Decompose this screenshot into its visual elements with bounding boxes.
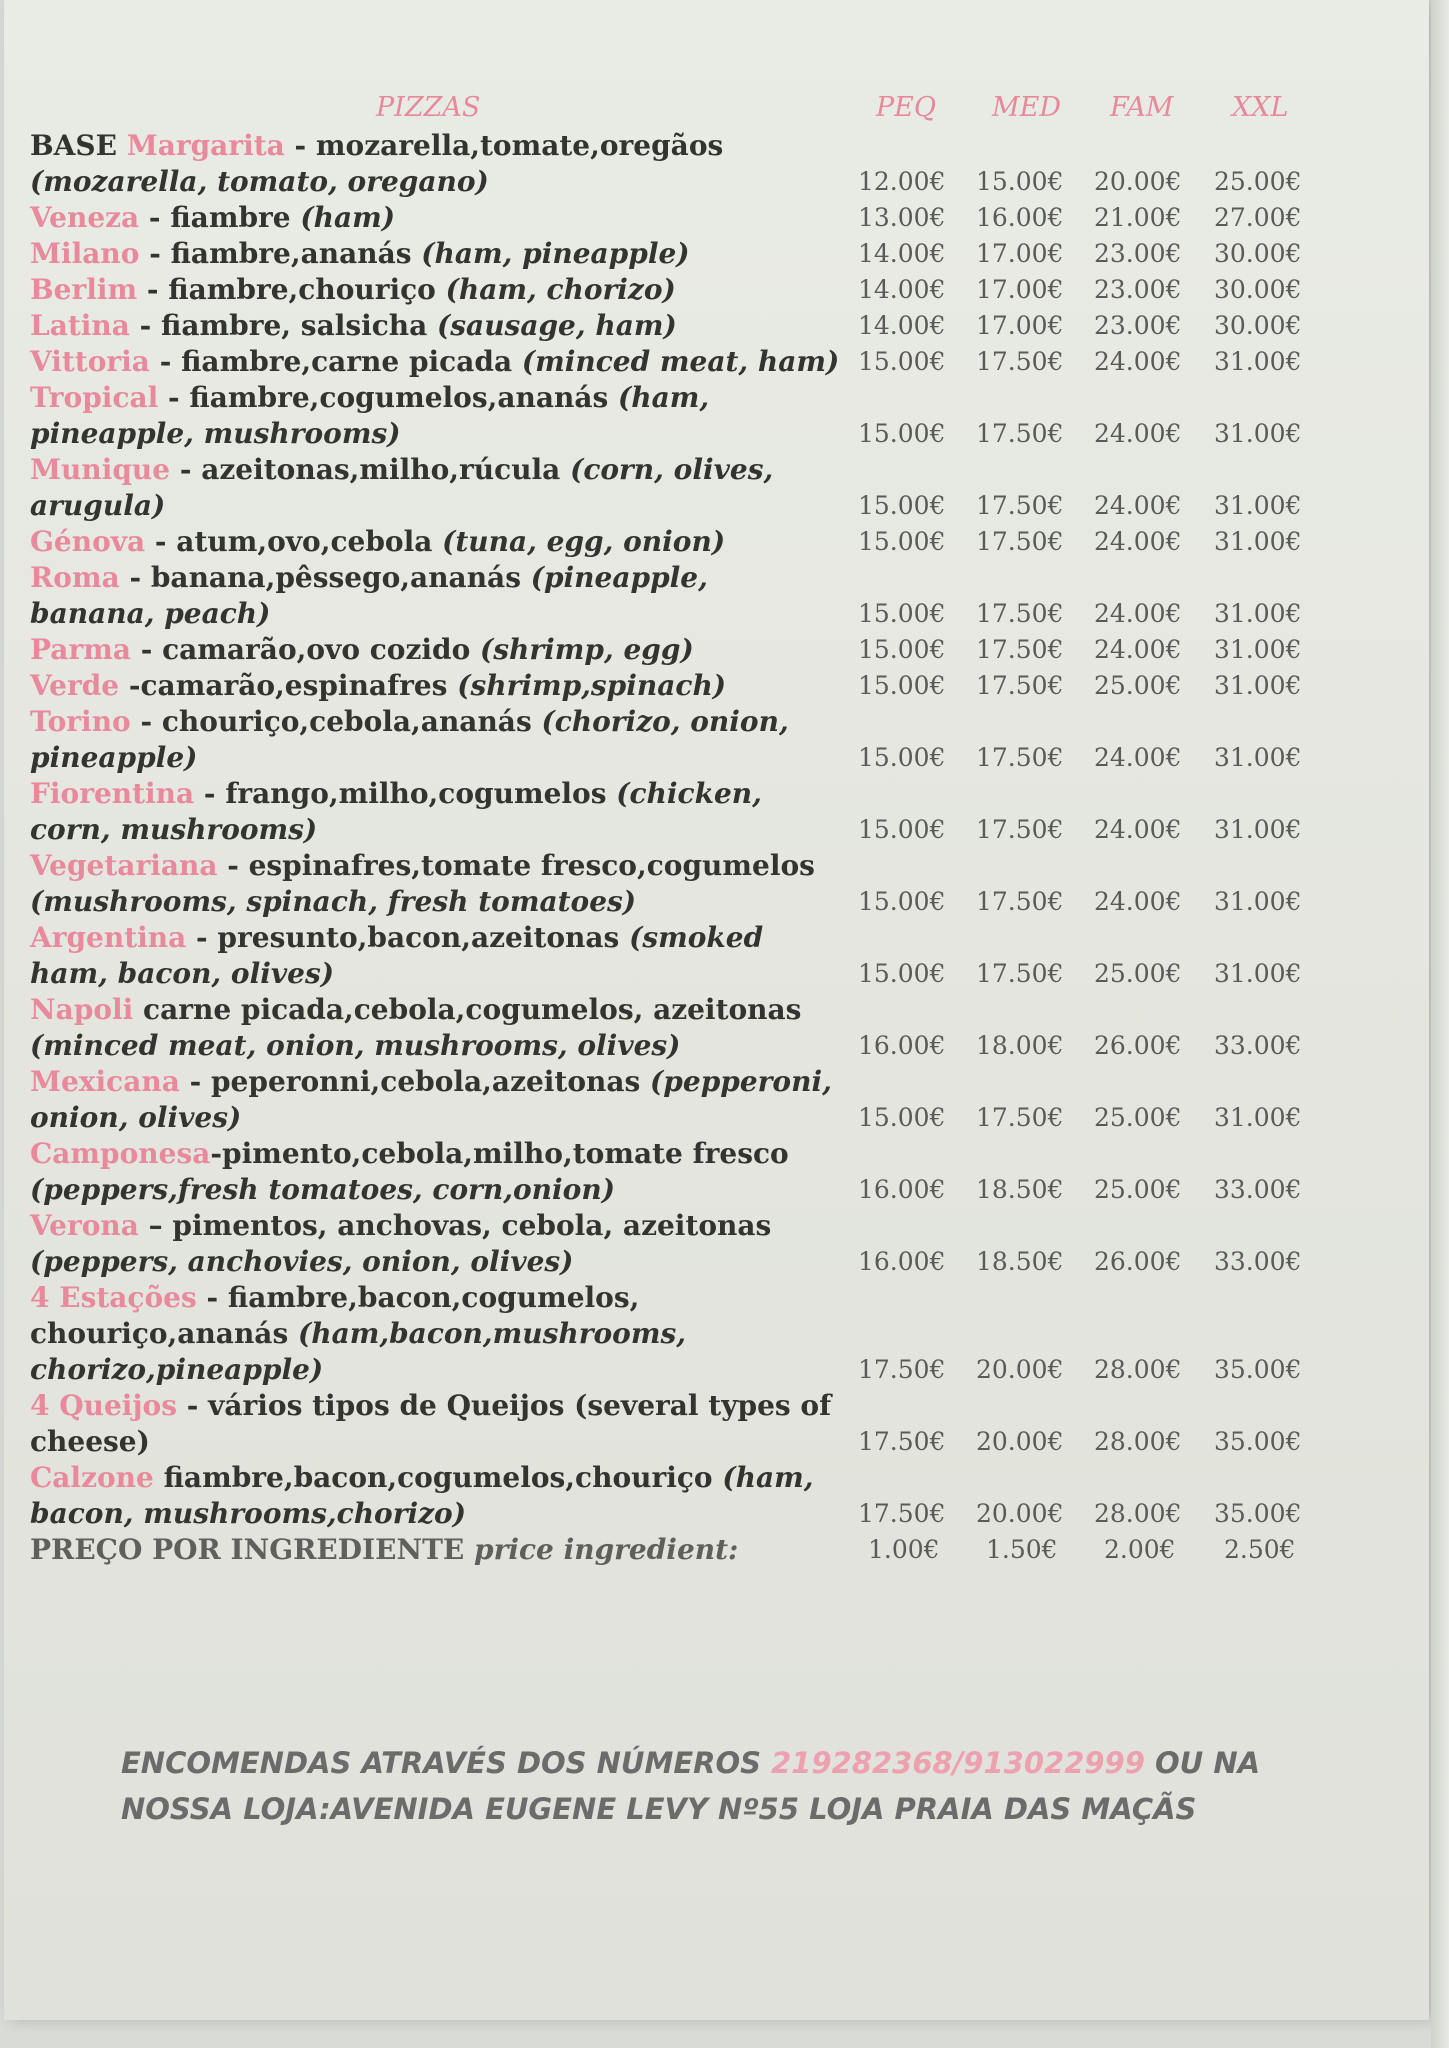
price-xxl: 35.00€ — [1214, 1355, 1302, 1384]
item-separator: - — [186, 921, 218, 954]
item-ingredients: pimento,cebola,milho,tomate fresco — [222, 1137, 789, 1170]
price-med: 17.50€ — [976, 635, 1064, 664]
menu-item — [30, 1280, 1430, 1388]
price-med: 17.00€ — [976, 239, 1064, 268]
price-med: 16.00€ — [976, 203, 1064, 232]
price-med: 17.50€ — [976, 887, 1064, 916]
item-separator: - — [194, 777, 226, 810]
item-ingredients-en: (chicken, corn, mushrooms) — [30, 777, 762, 846]
ingredient-price-med: 1.50€ — [986, 1535, 1058, 1564]
item-separator: - — [119, 669, 141, 702]
ingredient-price-peq: 1.00€ — [868, 1535, 940, 1564]
item-ingredients-en: (corn, olives, arugula) — [30, 453, 774, 522]
page-edge — [1431, 0, 1449, 2048]
item-separator: - — [129, 309, 162, 342]
menu-item — [30, 776, 1430, 848]
item-name: Napoli — [30, 993, 134, 1026]
price-fam: 26.00€ — [1094, 1031, 1182, 1060]
menu-item — [30, 668, 1430, 704]
item-prices — [30, 416, 1430, 452]
item-prices — [30, 488, 1430, 524]
item-prices — [30, 524, 1430, 560]
item-ingredients-en: (peppers,fresh tomatoes, corn,onion) — [30, 1173, 615, 1206]
item-name: 4 Queijos — [30, 1389, 177, 1422]
price-xxl: 30.00€ — [1214, 311, 1302, 340]
price-peq: 15.00€ — [858, 527, 946, 556]
item-ingredients-en: (shrimp,spinach) — [457, 669, 727, 702]
item-name: Vegetariana — [30, 849, 218, 882]
item-prices — [30, 632, 1430, 668]
menu-item — [30, 1460, 1430, 1532]
item-ingredients: mozarella,tomate,oregãos — [315, 129, 724, 162]
price-fam: 24.00€ — [1094, 815, 1182, 844]
price-med: 17.00€ — [976, 275, 1064, 304]
item-separator: - — [217, 849, 249, 882]
menu-item — [30, 236, 1430, 272]
item-name: Parma — [30, 633, 131, 666]
item-ingredients-en: (ham, pineapple) — [421, 237, 690, 270]
price-med: 18.00€ — [976, 1031, 1064, 1060]
menu-item — [30, 632, 1430, 668]
item-ingredients: fiambre,bacon,cogumelos, chouriço,ananás — [30, 1281, 640, 1350]
price-xxl: 31.00€ — [1214, 1103, 1302, 1132]
item-prices — [30, 1352, 1430, 1388]
ingredient-price-fam: 2.00€ — [1104, 1535, 1176, 1564]
item-ingredients-en: (tuna, egg, onion) — [442, 525, 726, 558]
menu-item — [30, 344, 1430, 380]
price-xxl: 33.00€ — [1214, 1031, 1302, 1060]
item-ingredients-en: (ham, pineapple, mushrooms) — [30, 381, 710, 450]
price-fam: 25.00€ — [1094, 959, 1182, 988]
menu-header — [4, 92, 1429, 128]
price-fam: 28.00€ — [1094, 1355, 1182, 1384]
ingredient-price-row — [30, 1532, 1430, 1568]
menu-item — [30, 1208, 1430, 1280]
item-separator: - — [119, 561, 151, 594]
price-peq: 15.00€ — [858, 743, 946, 772]
item-name: Vittoria — [30, 345, 150, 378]
item-name: Camponesa — [30, 1137, 211, 1170]
price-med: 20.00€ — [976, 1427, 1064, 1456]
item-ingredients-en: (pepperoni, onion, olives) — [30, 1065, 832, 1134]
price-fam: 25.00€ — [1094, 1103, 1182, 1132]
item-name: Verona — [30, 1209, 139, 1242]
order-text: ENCOMENDAS ATRAVÉS DOS NÚMEROS — [121, 1746, 772, 1780]
item-ingredients-en: (minced meat, onion, mushrooms, olives) — [30, 1029, 681, 1062]
price-peq: 17.50€ — [858, 1499, 946, 1528]
price-med: 17.50€ — [976, 671, 1064, 700]
item-ingredients: espinafres,tomate fresco,cogumelos — [248, 849, 815, 882]
price-med: 17.50€ — [976, 959, 1064, 988]
ingredient-price-xxl: 2.50€ — [1224, 1535, 1296, 1564]
price-med: 17.50€ — [976, 347, 1064, 376]
item-ingredients: presunto,bacon,azeitonas — [217, 921, 620, 954]
size-label-peq: PEQ — [876, 92, 937, 123]
price-fam: 24.00€ — [1094, 419, 1182, 448]
item-separator: - — [130, 705, 162, 738]
price-xxl: 25.00€ — [1214, 167, 1302, 196]
price-xxl: 31.00€ — [1214, 815, 1302, 844]
price-med: 20.00€ — [976, 1355, 1064, 1384]
price-peq: 13.00€ — [858, 203, 946, 232]
item-ingredients-en: (shrimp, egg) — [480, 633, 694, 666]
price-med: 17.50€ — [976, 527, 1064, 556]
item-separator: - — [139, 237, 171, 270]
price-xxl: 33.00€ — [1214, 1247, 1302, 1276]
item-name: Berlim — [30, 273, 138, 306]
item-ingredients-en: (chorizo, onion, pineapple) — [30, 705, 789, 774]
menu-sheet — [4, 0, 1429, 2020]
item-separator: - — [149, 345, 182, 378]
item-ingredients: fiambre,cogumelos,ananás — [189, 381, 609, 414]
price-xxl: 31.00€ — [1214, 599, 1302, 628]
item-separator: - — [210, 1137, 223, 1170]
order-line-2: NOSSA LOJA:AVENIDA EUGENE LEVY Nº55 LOJA PRAIA DAS MAÇÃS — [121, 1792, 1197, 1826]
menu-item — [30, 1136, 1430, 1208]
price-med: 17.50€ — [976, 599, 1064, 628]
price-peq: 15.00€ — [858, 887, 946, 916]
item-ingredients-en: (ham, bacon, mushrooms,chorizo) — [30, 1461, 814, 1530]
menu-item — [30, 920, 1430, 992]
price-med: 18.50€ — [976, 1175, 1064, 1204]
item-prices — [30, 668, 1430, 704]
price-med: 17.00€ — [976, 311, 1064, 340]
price-med: 17.50€ — [976, 1103, 1064, 1132]
item-name: Argentina — [30, 921, 187, 954]
price-xxl: 35.00€ — [1214, 1499, 1302, 1528]
item-ingredients-en: (smoked ham, bacon, olives) — [30, 921, 764, 990]
item-name: Verde — [30, 669, 120, 702]
price-peq: 15.00€ — [858, 347, 946, 376]
size-label-med: MED — [992, 92, 1062, 123]
item-ingredients: fiambre,bacon,cogumelos,chouriço — [163, 1461, 713, 1494]
item-ingredients-en: (peppers, anchovies, onion, olives) — [30, 1245, 574, 1278]
price-fam: 24.00€ — [1094, 635, 1182, 664]
price-fam: 23.00€ — [1094, 311, 1182, 340]
item-prices — [30, 164, 1430, 200]
item-ingredients: vários tipos de Queijos (several types of cheese) — [30, 1389, 832, 1458]
item-separator — [154, 1461, 164, 1494]
size-label-fam: FAM — [1110, 92, 1174, 123]
item-separator: - — [158, 381, 190, 414]
price-peq: 15.00€ — [858, 419, 946, 448]
price-xxl: 31.00€ — [1214, 635, 1302, 664]
price-xxl: 35.00€ — [1214, 1427, 1302, 1456]
item-name: Génova — [30, 525, 146, 558]
item-ingredients: carne picada,cebola,cogumelos, azeitonas — [143, 993, 802, 1026]
price-peq: 17.50€ — [858, 1427, 946, 1456]
price-fam: 24.00€ — [1094, 599, 1182, 628]
price-med: 17.50€ — [976, 743, 1064, 772]
menu-item — [30, 704, 1430, 776]
menu-item — [30, 452, 1430, 524]
item-name: Margarita — [126, 129, 285, 162]
price-xxl: 31.00€ — [1214, 959, 1302, 988]
ingredient-prices — [30, 1532, 1430, 1568]
price-peq: 15.00€ — [858, 491, 946, 520]
item-ingredients-en: (minced meat, ham) — [521, 345, 840, 378]
price-fam: 24.00€ — [1094, 743, 1182, 772]
item-ingredients: frango,milho,cogumelos — [225, 777, 607, 810]
price-xxl: 30.00€ — [1214, 239, 1302, 268]
menu-item — [30, 200, 1430, 236]
item-separator: - — [284, 129, 316, 162]
item-prices — [30, 596, 1430, 632]
item-ingredients-en: (ham,bacon,mushrooms, chorizo,pineapple) — [30, 1317, 686, 1386]
item-ingredients: fiambre,ananás — [170, 237, 412, 270]
item-separator: - — [196, 1281, 228, 1314]
item-ingredients: banana,pêssego,ananás — [150, 561, 521, 594]
item-prices — [30, 1424, 1430, 1460]
price-med: 17.50€ — [976, 815, 1064, 844]
item-prices — [30, 272, 1430, 308]
ingredient-label-en: price ingredient: — [474, 1533, 739, 1566]
item-separator — [133, 993, 143, 1026]
price-fam: 24.00€ — [1094, 887, 1182, 916]
price-peq: 15.00€ — [858, 1103, 946, 1132]
order-line-1 — [121, 1740, 1321, 1786]
item-separator: - — [170, 453, 202, 486]
item-ingredients: chouriço,cebola,ananás — [161, 705, 532, 738]
item-prices — [30, 1100, 1430, 1136]
price-med: 20.00€ — [976, 1499, 1064, 1528]
price-xxl: 30.00€ — [1214, 275, 1302, 304]
size-label-xxl: XXL — [1232, 92, 1289, 123]
item-ingredients-en: (pineapple, banana, peach) — [30, 561, 708, 630]
item-prices — [30, 308, 1430, 344]
price-peq: 15.00€ — [858, 959, 946, 988]
price-xxl: 31.00€ — [1214, 491, 1302, 520]
item-ingredients: camarão,ovo cozido — [162, 633, 471, 666]
item-name: Munique — [30, 453, 171, 486]
item-name: Mexicana — [30, 1065, 180, 1098]
item-prices — [30, 812, 1430, 848]
price-med: 15.00€ — [976, 167, 1064, 196]
price-xxl: 31.00€ — [1214, 743, 1302, 772]
item-ingredients: peperonni,cebola,azeitonas — [210, 1065, 641, 1098]
price-fam: 23.00€ — [1094, 275, 1182, 304]
price-fam: 28.00€ — [1094, 1427, 1182, 1456]
menu-item — [30, 992, 1430, 1064]
price-peq: 14.00€ — [858, 311, 946, 340]
item-separator: – — [138, 1209, 173, 1242]
item-name: Torino — [30, 705, 131, 738]
price-peq: 15.00€ — [858, 671, 946, 700]
price-med: 17.50€ — [976, 491, 1064, 520]
item-prices — [30, 236, 1430, 272]
menu-item — [30, 1388, 1430, 1460]
item-prices — [30, 200, 1430, 236]
section-title: PIZZAS — [376, 92, 481, 123]
price-xxl: 31.00€ — [1214, 887, 1302, 916]
item-ingredients-en: (mozarella, tomato, oregano) — [30, 165, 489, 198]
price-fam: 26.00€ — [1094, 1247, 1182, 1276]
item-prefix: BASE — [30, 129, 127, 162]
price-xxl: 31.00€ — [1214, 527, 1302, 556]
item-prices — [30, 1172, 1430, 1208]
item-prices — [30, 344, 1430, 380]
price-peq: 14.00€ — [858, 275, 946, 304]
item-ingredients: camarão,espinafres — [140, 669, 448, 702]
price-fam: 21.00€ — [1094, 203, 1182, 232]
price-xxl: 27.00€ — [1214, 203, 1302, 232]
price-fam: 24.00€ — [1094, 491, 1182, 520]
item-name: Tropical — [30, 381, 159, 414]
price-xxl: 31.00€ — [1214, 419, 1302, 448]
price-peq: 12.00€ — [858, 167, 946, 196]
menu-item — [30, 1064, 1430, 1136]
item-separator: - — [177, 1389, 209, 1422]
item-separator: - — [145, 525, 177, 558]
item-name: Latina — [30, 309, 130, 342]
menu-item — [30, 272, 1430, 308]
item-name: Calzone — [30, 1461, 154, 1494]
item-separator: - — [137, 273, 169, 306]
item-ingredients-en: (sausage, ham) — [437, 309, 677, 342]
item-prices — [30, 1028, 1430, 1064]
item-ingredients: fiambre — [170, 201, 291, 234]
item-ingredients: atum,ovo,cebola — [176, 525, 433, 558]
item-separator: - — [130, 633, 163, 666]
price-peq: 14.00€ — [858, 239, 946, 268]
price-fam: 28.00€ — [1094, 1499, 1182, 1528]
price-xxl: 33.00€ — [1214, 1175, 1302, 1204]
item-name: Veneza — [30, 201, 140, 234]
pizza-list — [30, 128, 1430, 1568]
item-ingredients: fiambre,carne picada — [181, 345, 513, 378]
menu-item — [30, 128, 1430, 200]
price-fam: 25.00€ — [1094, 1175, 1182, 1204]
price-peq: 17.50€ — [858, 1355, 946, 1384]
item-prices — [30, 1496, 1430, 1532]
item-ingredients: fiambre,chouriço — [168, 273, 436, 306]
item-name: 4 Estações — [30, 1281, 197, 1314]
item-prices — [30, 1244, 1430, 1280]
item-prices — [30, 884, 1430, 920]
menu-item — [30, 524, 1430, 560]
price-peq: 15.00€ — [858, 599, 946, 628]
price-peq: 16.00€ — [858, 1175, 946, 1204]
price-fam: 24.00€ — [1094, 347, 1182, 376]
price-fam: 23.00€ — [1094, 239, 1182, 268]
item-name: Roma — [30, 561, 120, 594]
price-peq: 16.00€ — [858, 1031, 946, 1060]
price-fam: 25.00€ — [1094, 671, 1182, 700]
item-ingredients-en: (ham) — [300, 201, 395, 234]
item-ingredients-en: (ham, chorizo) — [445, 273, 676, 306]
item-separator: - — [139, 201, 171, 234]
item-prices — [30, 740, 1430, 776]
phone-numbers: 219282368/913022999 — [771, 1746, 1145, 1780]
item-ingredients-en: (mushrooms, spinach, fresh tomatoes) — [30, 885, 637, 918]
order-text-end: OU NA — [1144, 1746, 1261, 1780]
item-ingredients: pimentos, anchovas, cebola, azeitonas — [172, 1209, 772, 1242]
price-xxl: 31.00€ — [1214, 347, 1302, 376]
menu-item — [30, 848, 1430, 920]
price-med: 18.50€ — [976, 1247, 1064, 1276]
price-peq: 15.00€ — [858, 635, 946, 664]
item-separator: - — [179, 1065, 211, 1098]
price-med: 17.50€ — [976, 419, 1064, 448]
item-name: Milano — [30, 237, 140, 270]
item-ingredients: azeitonas,milho,rúcula — [201, 453, 561, 486]
menu-item — [30, 308, 1430, 344]
ingredient-label: PREÇO POR INGREDIENTE — [30, 1533, 465, 1566]
price-fam: 24.00€ — [1094, 527, 1182, 556]
order-info — [121, 1740, 1321, 1832]
price-peq: 15.00€ — [858, 815, 946, 844]
price-xxl: 31.00€ — [1214, 671, 1302, 700]
item-ingredients: fiambre, salsicha — [161, 309, 428, 342]
price-fam: 20.00€ — [1094, 167, 1182, 196]
item-name: Fiorentina — [30, 777, 195, 810]
item-prices — [30, 956, 1430, 992]
menu-item — [30, 380, 1430, 452]
price-peq: 16.00€ — [858, 1247, 946, 1276]
menu-item — [30, 560, 1430, 632]
